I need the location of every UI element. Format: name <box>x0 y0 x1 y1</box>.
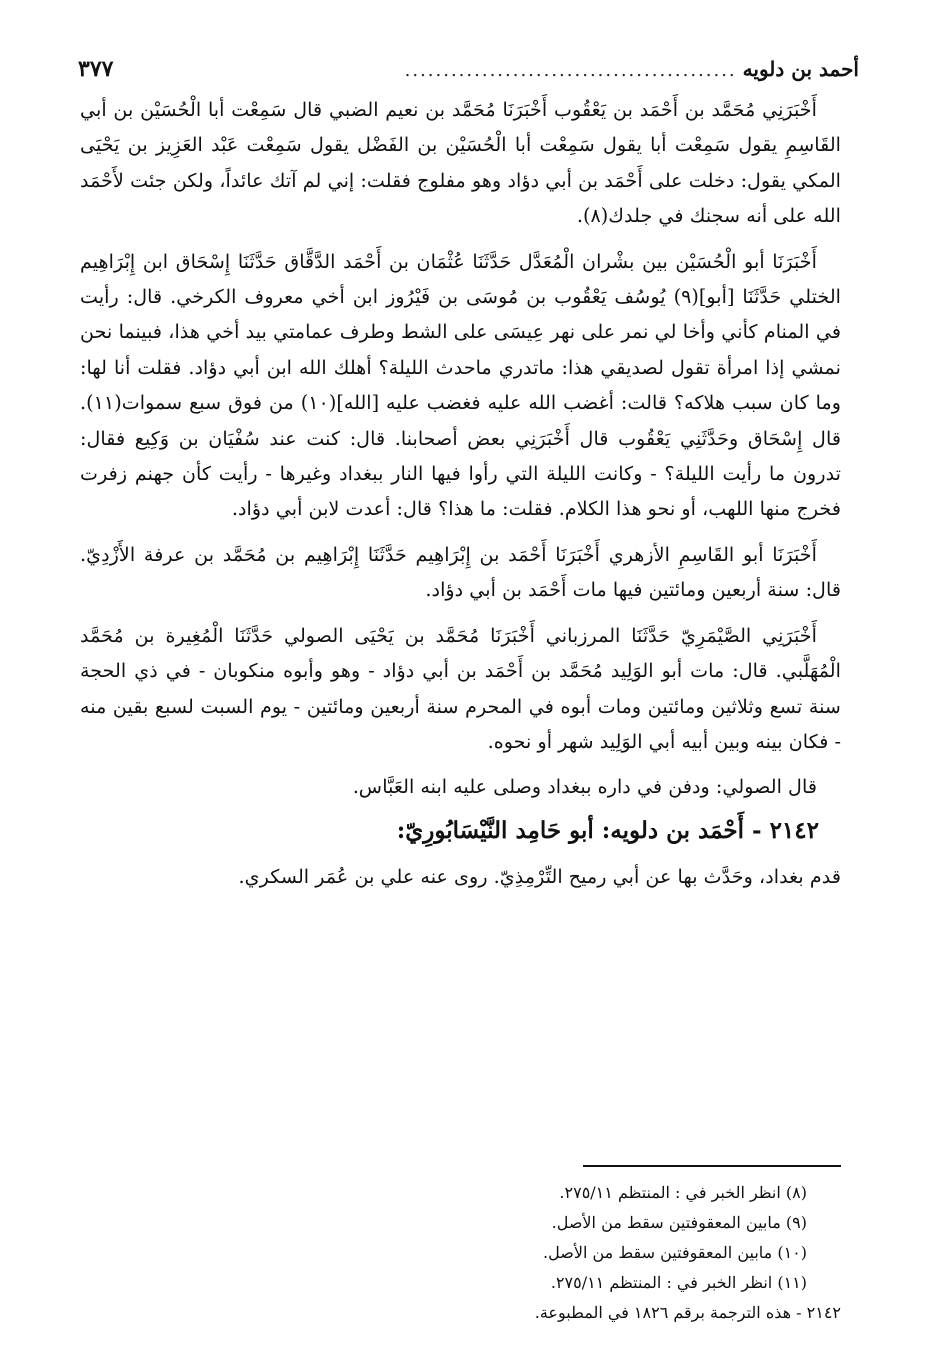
footnote-11: (١١) انظر الخبر في : المنتظم ٢٧٥/١١. <box>550 1273 807 1292</box>
header-title: أحمد بن دلويه <box>742 57 859 81</box>
entry-heading: ٢١٤٢ - أَحْمَد بن دلويه: أبو حَامِد النَّيْسَابُورِيّ: <box>396 816 819 844</box>
footnote-divider <box>583 1165 841 1167</box>
main-text <box>80 92 841 894</box>
footnote-2142: ٢١٤٢ - هذه الترجمة برقم ١٨٢٦ في المطبوعة. <box>534 1303 841 1322</box>
footnote-9: (٩) مابين المعقوفتين سقط من الأصل. <box>551 1213 807 1232</box>
header-leader-dots: ........................................... <box>404 60 737 81</box>
paragraph-4: أَخْبَرَنِي الصَّيْمَرِيّ حَدَّثَنَا المرزباني أَخْبَرَنَا مُحَمَّد بن يَحْيَى الصولي حَدَّثَنَا الْمُغِيرة بن مُحَمَّد الْمُهَلَّبي. قال: مات أبو الوَلِيد مُحَمَّد بن أَحْمَد بن أبي دؤاد - وهو وأبوه منكوبان - في ذي الحجة سنة تسع وثلاثين ومائتين ومات أبوه في المحرم سنة أربعين ومائتين - يوم السبت لسبع بقين منه - فكان بينه وبين أبيه أبي الوَلِيد شهر أو نحوه. <box>80 623 841 753</box>
running-header <box>78 56 859 92</box>
page-number: ٣٧٧ <box>78 56 114 82</box>
paragraph-2: أَخْبَرَنَا أبو الْحُسَيْن بين بشْران الْمُعَدَّل حَدَّثَنَا عُثْمَان بن أَحْمَد الدَّقَّاق حَدَّثَنَا إِسْحَاق ابن إِبْرَاهِيم الختلي حَدَّثَنَا [أبو](٩) يُوسُف يَعْقُوب بن مُوسَى بن فَيْرُوز ابن أخي معروف الكرخي. قال: رأيت في المنام كأني وأخا لي نمر على نهر عِيسَى على الشط وطرف عمامتي بيد أخي هذا، فبينما نحن نمشي إذا امرأة تقول لصديقي هذا: ماتدري ماحدث الليلة؟ أهلك الله ابن أبي دؤاد. فقلت أنا لها: وما كان سبب هلاكه؟ قالت: أغضب الله عليه فغضب عليه [الله](١٠) من فوق سبع سموات(١١). قال إِسْحَاق وحَدَّثَنِي يَعْقُوب قال أَخْبَرَنِي بعض أصحابنا. قال: كنت عند سُفْيَان بن وَكِيع فقال: تدرون ما رأيت الليلة؟ - وكانت الليلة التي رأوا فيها النار ببغداد وغيرها - رأيت كأن جهنم زفرت فخرج منها اللهب، أو نحو هذا الكلام. فقلت: ما هذا؟ قال: أعدت لابن أبي دؤاد. <box>80 249 841 521</box>
footnotes <box>80 1178 841 1328</box>
footnote-8: (٨) انظر الخبر في : المنتظم ٢٧٥/١١. <box>559 1183 807 1202</box>
paragraph-5: قال الصولي: ودفن في داره ببغداد وصلى عليه ابنه العَبَّاس. <box>352 775 817 799</box>
paragraph-3: أَخْبَرَنَا أبو القَاسِمِ الأزهري أَخْبَرَنَا أَحْمَد بن إِبْرَاهِيم حَدَّثَنَا إِبْرَاهِيم بن مُحَمَّد بن عرفة الأَزْدِيّ. قال: سنة أربعين ومائتين فيها مات أَحْمَد بن أبي دؤاد. <box>80 542 841 602</box>
paragraph-1: أَخْبَرَنِي مُحَمَّد بن أَحْمَد بن يَعْقُوب أَخْبَرَنَا مُحَمَّد بن نعيم الضبي قال سَمِعْت أبا الْحُسَيْن بن أبي القَاسِمِ يقول سَمِعْت أبا يقول سَمِعْت أبا الْحُسَيْن بن الفَضْل يقول سَمِعْت عَبْد العَزِيز بن يَحْيَى المكي يقول: دخلت على أَحْمَد بن أبي دؤاد وهو مفلوج فقلت: إني لم آتك عائداً، ولكن جئت لأَحْمَد الله على أنه سجنك في جلدك(٨). <box>80 98 841 228</box>
footnote-10: (١٠) مابين المعقوفتين سقط من الأصل. <box>543 1243 807 1262</box>
entry-text: قدم بغداد، وحَدَّث بها عن أبي رميح التِّرْمِذِيّ. روى عنه علي بن عُمَر السكري. <box>238 864 841 888</box>
